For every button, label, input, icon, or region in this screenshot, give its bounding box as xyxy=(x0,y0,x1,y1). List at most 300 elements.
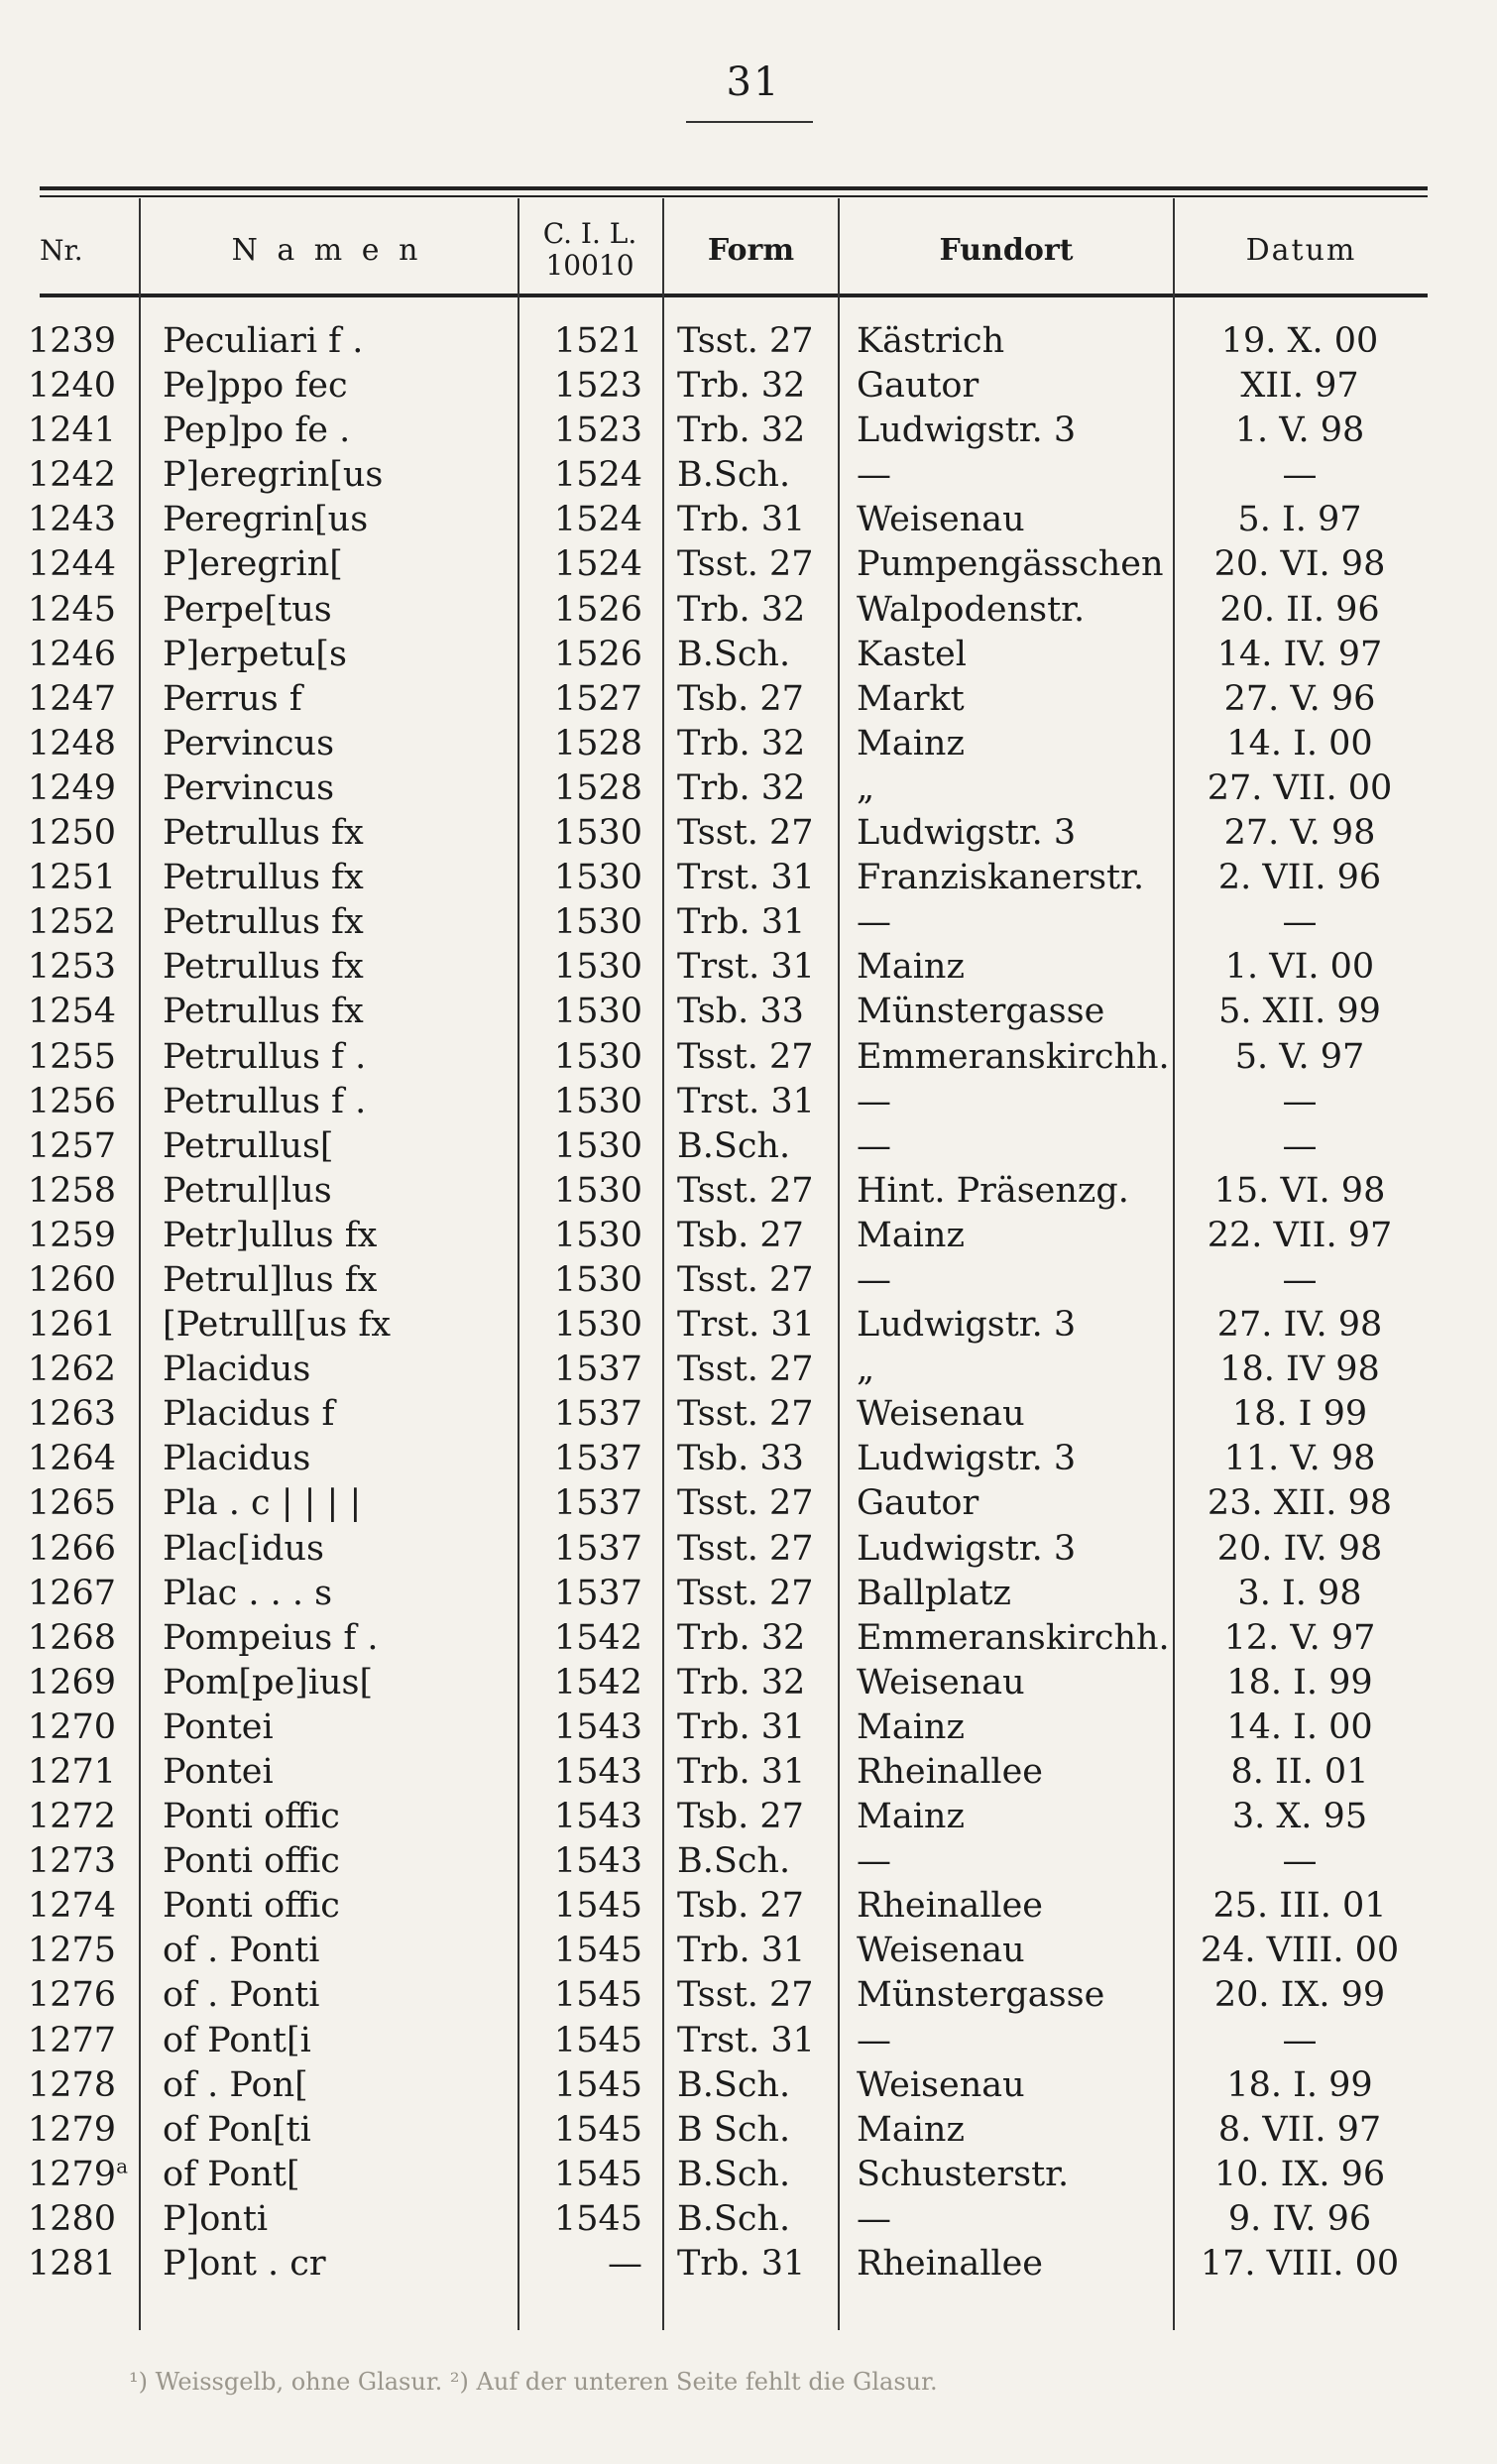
row-name xyxy=(163,453,515,498)
row-form-text: Trb. 32 xyxy=(677,767,806,808)
row-fundort-text: „ xyxy=(857,1349,875,1390)
row-name xyxy=(163,364,515,409)
row-nr xyxy=(28,945,145,990)
row-datum-text: — xyxy=(1282,1125,1318,1166)
row-nr-text: 1243 xyxy=(28,500,117,540)
row-datum xyxy=(1180,1572,1420,1616)
table-row xyxy=(0,1572,1497,1616)
row-name-text: of Pont[ xyxy=(163,2154,300,2194)
row-form xyxy=(677,900,836,945)
row-cil-text: 1542 xyxy=(553,1617,642,1658)
row-datum xyxy=(1180,766,1420,811)
row-cil xyxy=(525,1884,642,1929)
row-fundort-text: Weisenau xyxy=(857,500,1025,540)
row-datum xyxy=(1180,811,1420,856)
row-form xyxy=(677,1169,836,1214)
row-form-text: B.Sch. xyxy=(677,1841,791,1882)
row-name xyxy=(163,1481,515,1526)
row-form xyxy=(677,1572,836,1616)
row-form xyxy=(677,722,836,766)
row-name xyxy=(163,2108,515,2153)
row-fundort-text: — xyxy=(857,1125,891,1166)
row-cil-text: 1528 xyxy=(553,723,642,763)
row-fundort xyxy=(857,364,1172,409)
row-fundort-text: Emmeranskirchh. xyxy=(857,1617,1170,1658)
table-row xyxy=(0,453,1497,498)
row-fundort-text: Rheinallee xyxy=(857,1752,1044,1792)
row-fundort-text: Weisenau xyxy=(857,1394,1025,1435)
row-cil-text: 1523 xyxy=(553,366,642,407)
row-cil-text: 1545 xyxy=(553,2154,642,2194)
row-name-text: Peregrin[us xyxy=(163,500,369,540)
row-fundort xyxy=(857,1080,1172,1124)
row-datum-text: 18. I 99 xyxy=(1231,1394,1368,1435)
row-form xyxy=(677,498,836,542)
row-fundort-text: Mainz xyxy=(857,2109,965,2150)
row-name-text: Petrullus[ xyxy=(163,1125,334,1166)
row-form-text: Tsb. 27 xyxy=(677,1215,804,1255)
row-fundort-text: Rheinallee xyxy=(857,2244,1044,2285)
row-form-text: Tsst. 27 xyxy=(677,1573,814,1613)
row-nr-text: 1260 xyxy=(28,1259,117,1300)
row-cil xyxy=(525,498,642,542)
row-cil-text: 1524 xyxy=(553,455,642,496)
row-datum-text: 1. VI. 00 xyxy=(1224,947,1375,988)
row-datum-text: — xyxy=(1282,455,1318,496)
row-datum-text: 27. V. 96 xyxy=(1223,678,1376,719)
row-nr-text: 1257 xyxy=(28,1125,117,1166)
row-name-text: [Petrull[us fx xyxy=(163,1305,392,1346)
row-nr-text: 1248 xyxy=(28,723,117,763)
row-nr-text: 1269 xyxy=(28,1662,117,1702)
row-datum xyxy=(1180,1661,1420,1705)
row-fundort-text: Kastel xyxy=(857,634,967,674)
row-fundort xyxy=(857,1481,1172,1526)
table-row xyxy=(0,1616,1497,1661)
row-nr xyxy=(28,319,145,364)
row-cil xyxy=(525,1124,642,1169)
row-name-text: Petrullus fx xyxy=(163,992,364,1032)
row-fundort-text: Kästrich xyxy=(857,321,1005,361)
row-cil-text: 1530 xyxy=(553,1259,642,1300)
row-datum-text: 1. V. 98 xyxy=(1234,411,1365,451)
row-form-text: Trb. 32 xyxy=(677,723,806,763)
table-row xyxy=(0,1035,1497,1080)
row-fundort xyxy=(857,1750,1172,1795)
row-fundort-text: — xyxy=(857,2020,891,2060)
row-fundort xyxy=(857,1572,1172,1616)
row-nr xyxy=(28,1616,145,1661)
row-cil xyxy=(525,1750,642,1795)
row-datum-text: — xyxy=(1282,2020,1318,2060)
row-cil-text: — xyxy=(608,2244,642,2285)
row-nr xyxy=(28,1348,145,1392)
row-datum-text: 14. IV. 97 xyxy=(1216,634,1383,674)
table-row xyxy=(0,1392,1497,1437)
row-name xyxy=(163,1705,515,1750)
row-name xyxy=(163,1169,515,1214)
row-form xyxy=(677,1839,836,1884)
row-form xyxy=(677,1303,836,1348)
row-cil-text: 1545 xyxy=(553,1931,642,1971)
row-cil xyxy=(525,1572,642,1616)
row-form xyxy=(677,766,836,811)
row-datum xyxy=(1180,677,1420,722)
row-form xyxy=(677,1884,836,1929)
row-datum xyxy=(1180,2242,1420,2287)
row-form xyxy=(677,1258,836,1303)
row-form xyxy=(677,1929,836,1973)
row-nr-text: 1250 xyxy=(28,813,117,854)
row-datum-text: — xyxy=(1282,1259,1318,1300)
row-datum xyxy=(1180,1616,1420,1661)
row-cil xyxy=(525,677,642,722)
row-datum xyxy=(1180,1169,1420,1214)
row-cil-text: 1528 xyxy=(553,767,642,808)
row-datum xyxy=(1180,364,1420,409)
row-fundort xyxy=(857,1705,1172,1750)
row-name xyxy=(163,677,515,722)
row-cil-text: 1545 xyxy=(553,1886,642,1927)
row-fundort xyxy=(857,1392,1172,1437)
row-nr-text: 1262 xyxy=(28,1349,117,1390)
row-cil-text: 1526 xyxy=(553,589,642,630)
row-cil-text: 1543 xyxy=(553,1841,642,1882)
row-nr-text: 1249 xyxy=(28,767,117,808)
row-form-text: Trb. 32 xyxy=(677,366,806,407)
row-cil-text: 1545 xyxy=(553,1975,642,2016)
row-cil xyxy=(525,1527,642,1572)
row-cil xyxy=(525,1258,642,1303)
row-name-text: P]erpetu[s xyxy=(163,634,347,674)
row-nr xyxy=(28,677,145,722)
row-name-text: Petrullus f . xyxy=(163,1081,367,1121)
table-row xyxy=(0,364,1497,409)
table-row xyxy=(0,1169,1497,1214)
row-nr-text: 1279 xyxy=(28,2154,117,2194)
row-datum-text: 20. IV. 98 xyxy=(1216,1528,1383,1569)
row-name-text: Petrul]lus fx xyxy=(163,1259,378,1300)
row-datum-text: 14. I. 00 xyxy=(1226,1706,1373,1747)
row-fundort-text: Ballplatz xyxy=(857,1573,1011,1613)
row-name-text: Petrullus f . xyxy=(163,1036,367,1077)
row-fundort-text: Walpodenstr. xyxy=(857,589,1086,630)
row-fundort-text: Mainz xyxy=(857,723,965,763)
row-datum xyxy=(1180,2108,1420,2153)
row-cil xyxy=(525,364,642,409)
row-cil xyxy=(525,1795,642,1839)
row-cil-text: 1537 xyxy=(553,1483,642,1524)
table-row xyxy=(0,1973,1497,2018)
row-datum xyxy=(1180,542,1420,587)
page-number: 31 xyxy=(726,59,781,105)
row-fundort xyxy=(857,319,1172,364)
row-form-text: Tsb. 27 xyxy=(677,1797,804,1837)
row-name xyxy=(163,1214,515,1258)
row-fundort xyxy=(857,2242,1172,2287)
row-fundort xyxy=(857,1303,1172,1348)
row-cil-text: 1537 xyxy=(553,1439,642,1479)
row-form-text: Trb. 31 xyxy=(677,500,806,540)
row-name xyxy=(163,1750,515,1795)
row-nr-text: 1246 xyxy=(28,634,117,674)
row-fundort xyxy=(857,1348,1172,1392)
row-form xyxy=(677,856,836,900)
table-top-rule xyxy=(40,186,1428,190)
row-fundort-text: Franziskanerstr. xyxy=(857,858,1145,898)
row-nr xyxy=(28,990,145,1034)
row-form-text: Trb. 31 xyxy=(677,1752,806,1792)
row-fundort-text: Weisenau xyxy=(857,1662,1025,1702)
row-datum-text: 19. X. 00 xyxy=(1220,321,1379,361)
row-form-text: Tsb. 27 xyxy=(677,678,804,719)
row-fundort xyxy=(857,900,1172,945)
row-cil xyxy=(525,319,642,364)
row-form xyxy=(677,633,836,677)
row-datum xyxy=(1180,1929,1420,1973)
row-cil-text: 1543 xyxy=(553,1706,642,1747)
row-form-text: Tsst. 27 xyxy=(677,321,814,361)
row-form-text: Tsst. 27 xyxy=(677,1170,814,1211)
row-cil-text: 1537 xyxy=(553,1528,642,1569)
header-cil-line1: C. I. L. xyxy=(542,217,637,250)
row-cil xyxy=(525,1705,642,1750)
row-datum-text: 8. II. 01 xyxy=(1230,1752,1369,1792)
row-form xyxy=(677,1705,836,1750)
row-nr-text: 1254 xyxy=(28,992,117,1032)
row-datum xyxy=(1180,1884,1420,1929)
row-cil-text: 1543 xyxy=(553,1797,642,1837)
row-nr-text: 1281 xyxy=(28,2244,117,2285)
row-form-text: Tsst. 27 xyxy=(677,813,814,854)
row-cil xyxy=(525,2019,642,2063)
row-nr xyxy=(28,1437,145,1481)
row-fundort-text: Ludwigstr. 3 xyxy=(857,1528,1077,1569)
table-row xyxy=(0,945,1497,990)
row-cil xyxy=(525,1035,642,1080)
table-row xyxy=(0,1527,1497,1572)
table-row xyxy=(0,1080,1497,1124)
row-name-text: Placidus xyxy=(163,1439,311,1479)
row-datum xyxy=(1180,409,1420,453)
row-datum-text: 3. I. 98 xyxy=(1237,1573,1362,1613)
row-form-text: Trb. 31 xyxy=(677,902,806,943)
table-row xyxy=(0,1348,1497,1392)
header-cil-line2: 10010 xyxy=(545,249,634,282)
row-nr xyxy=(28,1839,145,1884)
row-form-text: Trst. 31 xyxy=(677,2020,815,2060)
row-nr xyxy=(28,1705,145,1750)
row-fundort-text: — xyxy=(857,902,891,943)
table-row xyxy=(0,1481,1497,1526)
row-cil xyxy=(525,766,642,811)
row-form-text: B.Sch. xyxy=(677,2064,791,2105)
row-nr xyxy=(28,766,145,811)
row-fundort-text: Pumpengässchen xyxy=(857,544,1164,585)
row-datum xyxy=(1180,1839,1420,1884)
row-fundort xyxy=(857,1169,1172,1214)
row-fundort-text: Emmeranskirchh. xyxy=(857,1036,1170,1077)
row-form xyxy=(677,2019,836,2063)
row-cil xyxy=(525,945,642,990)
table-row xyxy=(0,1839,1497,1884)
row-cil xyxy=(525,856,642,900)
row-datum-text: 14. I. 00 xyxy=(1226,723,1373,763)
row-name-text: Ponti offic xyxy=(163,1886,340,1927)
row-name xyxy=(163,498,515,542)
page-number-rule xyxy=(686,121,813,123)
row-datum-text: 27. IV. 98 xyxy=(1216,1305,1383,1346)
row-name xyxy=(163,2019,515,2063)
row-nr-text: 1276 xyxy=(28,1975,117,2016)
row-datum-text: 20. II. 96 xyxy=(1219,589,1380,630)
row-name xyxy=(163,542,515,587)
row-fundort xyxy=(857,1795,1172,1839)
row-datum xyxy=(1180,1080,1420,1124)
row-datum xyxy=(1180,588,1420,633)
row-form-text: Tsst. 27 xyxy=(677,544,814,585)
row-name-text: Petrul|lus xyxy=(163,1170,332,1211)
row-form-text: Trb. 32 xyxy=(677,411,806,451)
row-cil xyxy=(525,722,642,766)
row-datum-text: 17. VIII. 00 xyxy=(1200,2244,1400,2285)
footnote: ¹) Weissgelb, ohne Glasur. ²) Auf der unteren Seite fehlt die Glasur. xyxy=(129,2368,938,2396)
row-datum-text: 23. XII. 98 xyxy=(1207,1483,1393,1524)
row-cil-text: 1545 xyxy=(553,2020,642,2060)
row-nr xyxy=(28,1572,145,1616)
row-form-text: Trst. 31 xyxy=(677,947,815,988)
row-form xyxy=(677,1973,836,2018)
row-fundort-text: Weisenau xyxy=(857,2064,1025,2105)
row-datum xyxy=(1180,1303,1420,1348)
row-fundort xyxy=(857,1214,1172,1258)
row-name-text: of . Ponti xyxy=(163,1931,320,1971)
row-form xyxy=(677,453,836,498)
row-fundort-text: Markt xyxy=(857,678,965,719)
row-name xyxy=(163,1437,515,1481)
table-row xyxy=(0,1214,1497,1258)
row-nr xyxy=(28,2019,145,2063)
row-nr xyxy=(28,588,145,633)
row-cil xyxy=(525,1214,642,1258)
row-fundort-text: — xyxy=(857,455,891,496)
row-datum xyxy=(1180,1214,1420,1258)
header-bottom-rule xyxy=(40,293,1428,297)
row-form xyxy=(677,945,836,990)
row-name-text: Pervincus xyxy=(163,723,335,763)
row-nr xyxy=(28,1795,145,1839)
row-cil xyxy=(525,453,642,498)
row-datum-text: 18. IV 98 xyxy=(1219,1349,1380,1390)
row-name xyxy=(163,2242,515,2287)
row-cil-text: 1524 xyxy=(553,500,642,540)
row-datum-text: 5. XII. 99 xyxy=(1218,992,1381,1032)
row-datum-text: — xyxy=(1282,1081,1318,1121)
row-cil-text: 1530 xyxy=(553,902,642,943)
row-datum-text: 3. X. 95 xyxy=(1231,1797,1368,1837)
row-name xyxy=(163,1616,515,1661)
table-row xyxy=(0,722,1497,766)
row-name xyxy=(163,2063,515,2108)
row-fundort xyxy=(857,1929,1172,1973)
row-name-text: P]eregrin[ xyxy=(163,544,343,585)
header-fundort: Fundort xyxy=(939,232,1074,268)
row-form-text: Tsst. 27 xyxy=(677,1036,814,1077)
table-row xyxy=(0,498,1497,542)
row-cil xyxy=(525,1348,642,1392)
row-nr xyxy=(28,1035,145,1080)
row-form xyxy=(677,1616,836,1661)
row-datum-text: 5. I. 97 xyxy=(1237,500,1362,540)
row-datum-text: 24. VIII. 00 xyxy=(1200,1931,1400,1971)
row-cil-text: 1545 xyxy=(553,2064,642,2105)
table-row xyxy=(0,1750,1497,1795)
row-nr xyxy=(28,364,145,409)
row-datum-text: 5. V. 97 xyxy=(1234,1036,1365,1077)
row-datum-text: 22. VII. 97 xyxy=(1207,1215,1393,1255)
row-form xyxy=(677,1124,836,1169)
row-cil xyxy=(525,1392,642,1437)
row-nr xyxy=(28,2063,145,2108)
table-row xyxy=(0,2153,1497,2197)
row-fundort xyxy=(857,2108,1172,2153)
row-name xyxy=(163,319,515,364)
row-datum-text: 27. V. 98 xyxy=(1223,813,1376,854)
table-row xyxy=(0,990,1497,1034)
row-form xyxy=(677,409,836,453)
row-nr-text: 1271 xyxy=(28,1752,117,1792)
row-nr xyxy=(28,409,145,453)
row-datum xyxy=(1180,2197,1420,2242)
header-cil xyxy=(516,210,664,290)
row-datum xyxy=(1180,1348,1420,1392)
row-name xyxy=(163,1124,515,1169)
row-datum xyxy=(1180,2153,1420,2197)
row-datum-text: 25. III. 01 xyxy=(1212,1886,1387,1927)
row-fundort xyxy=(857,1124,1172,1169)
row-name xyxy=(163,945,515,990)
row-name-text: Petr]ullus fx xyxy=(163,1215,378,1255)
row-name xyxy=(163,1348,515,1392)
row-name-text: Plac[idus xyxy=(163,1528,324,1569)
row-nr xyxy=(28,1661,145,1705)
row-nr xyxy=(28,1973,145,2018)
table-row xyxy=(0,1124,1497,1169)
row-cil xyxy=(525,1973,642,2018)
row-cil xyxy=(525,1481,642,1526)
row-fundort-text: — xyxy=(857,1081,891,1121)
row-cil xyxy=(525,1437,642,1481)
row-nr xyxy=(28,1303,145,1348)
row-cil-text: 1530 xyxy=(553,992,642,1032)
table-row xyxy=(0,588,1497,633)
row-form-text: Trb. 31 xyxy=(677,1706,806,1747)
row-name-text: P]eregrin[us xyxy=(163,455,384,496)
row-cil-text: 1543 xyxy=(553,1752,642,1792)
row-nr-text: 1280 xyxy=(28,2198,117,2239)
row-fundort-text: Hint. Präsenzg. xyxy=(857,1170,1129,1211)
row-form xyxy=(677,2197,836,2242)
row-nr xyxy=(28,2153,145,2197)
row-fundort-text: — xyxy=(857,1841,891,1882)
row-name-text: Ponti offic xyxy=(163,1841,340,1882)
row-fundort-text: Mainz xyxy=(857,947,965,988)
row-fundort xyxy=(857,1884,1172,1929)
row-datum-text: 18. I. 99 xyxy=(1226,1662,1373,1702)
table-body xyxy=(0,319,1497,2287)
table-row xyxy=(0,766,1497,811)
row-form xyxy=(677,677,836,722)
